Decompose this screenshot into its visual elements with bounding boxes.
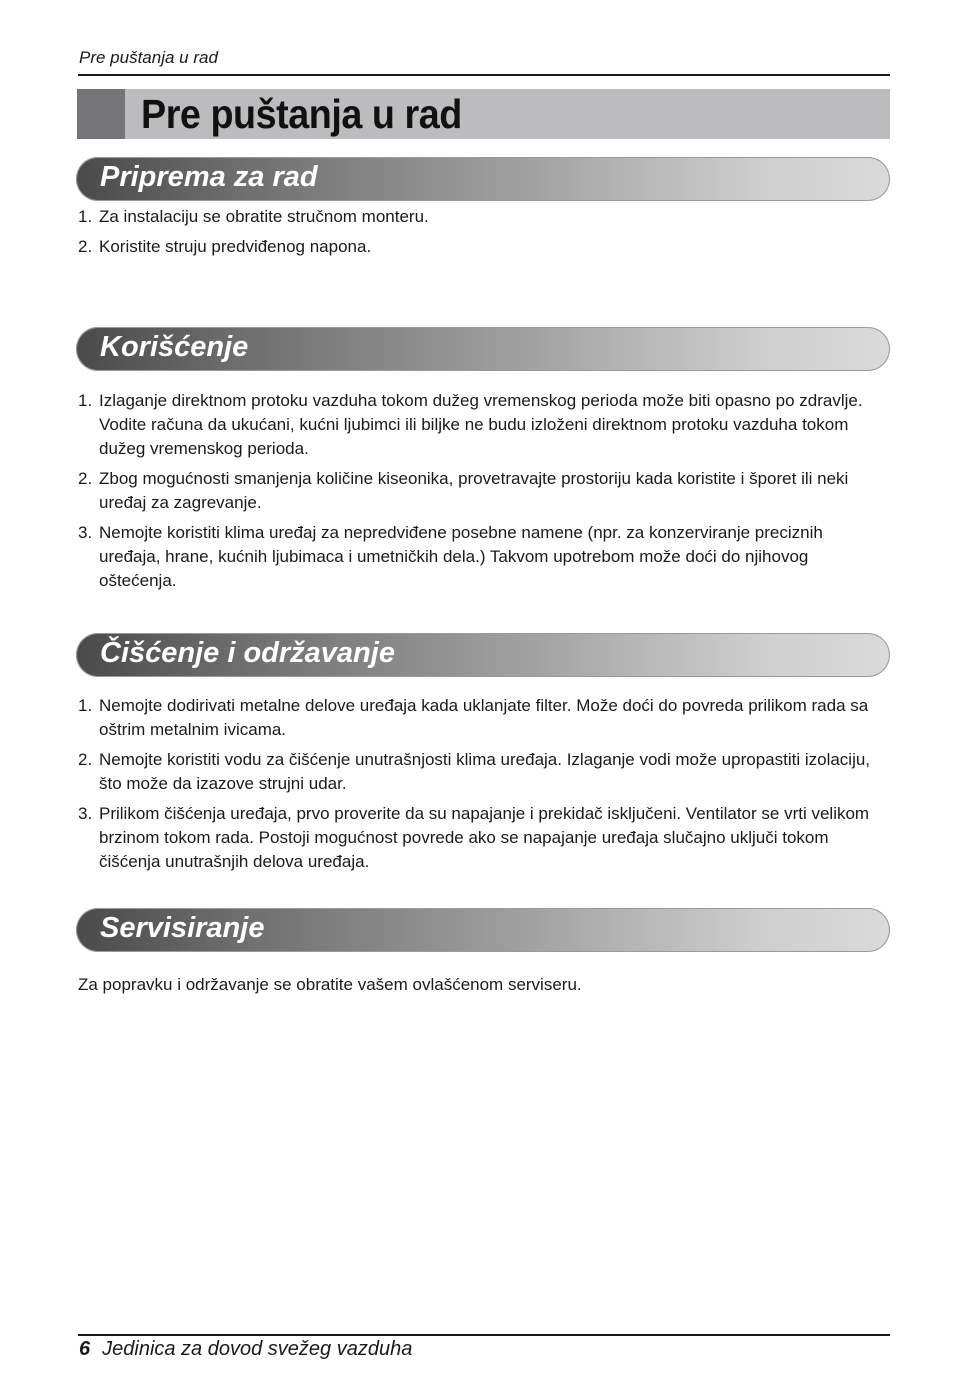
item-text: Nemojte koristiti vodu za čišćenje unutrašnjosti klima uređaja. Izlaganje vodi može upropastiti izolaciju, što može da izazove strujni udar. bbox=[99, 750, 871, 793]
item-number: 3. bbox=[78, 523, 93, 542]
page-title: Pre puštanja u rad bbox=[141, 91, 462, 137]
list-koriscenje bbox=[78, 389, 878, 593]
title-bar bbox=[77, 89, 890, 139]
item-number: 2. bbox=[78, 237, 93, 256]
list-item bbox=[78, 467, 878, 515]
title-accent-block bbox=[77, 89, 125, 139]
footer-rule bbox=[78, 1334, 890, 1336]
item-text: Prilikom čišćenja uređaja, prvo proverite da su napajanje i prekidač isključeni. Ventilator se vrti velikom brzinom tokom rada. Postoji mogućnost povrede ako se napajanje uređaja slučajno uključi tokom čišćenja unutrašnjih delova uređaja. bbox=[99, 804, 870, 871]
list-item bbox=[78, 235, 878, 259]
list-item bbox=[78, 205, 878, 229]
header-rule bbox=[78, 74, 890, 76]
item-number: 2. bbox=[78, 469, 93, 488]
section-heading: Servisiranje bbox=[100, 912, 265, 944]
list-item bbox=[78, 748, 878, 796]
list-item bbox=[78, 389, 878, 461]
item-text: Nemojte dodirivati metalne delove uređaja kada uklanjate filter. Može doći do povreda prilikom rada sa oštrim metalnim ivicama. bbox=[99, 696, 869, 739]
list-item bbox=[78, 521, 878, 593]
section-heading: Čišćenje i održavanje bbox=[100, 637, 395, 669]
item-text: Zbog mogućnosti smanjenja količine kiseonika, provetravajte prostoriju kada koristite i šporet ili neki uređaj za zagrevanje. bbox=[99, 469, 849, 512]
section-header-ciscenje bbox=[76, 633, 890, 677]
item-text: Izlaganje direktnom protoku vazduha tokom dužeg vremenskog perioda može biti opasno po zdravlje. Vodite računa da ukućani, kućni ljubimci ili biljke ne budu izloženi direktnom protoku vazduha tokom dužeg vremenskog perioda. bbox=[99, 391, 863, 458]
item-number: 3. bbox=[78, 804, 93, 823]
list-priprema bbox=[78, 205, 878, 259]
item-number: 1. bbox=[78, 391, 93, 410]
page-number: 6 bbox=[79, 1338, 91, 1360]
item-number: 1. bbox=[78, 207, 93, 226]
list-ciscenje bbox=[78, 694, 878, 874]
section-header-servisiranje bbox=[76, 908, 890, 952]
section-header-priprema bbox=[76, 157, 890, 201]
section-header-koriscenje bbox=[76, 327, 890, 371]
item-text: Koristite struju predviđenog napona. bbox=[99, 237, 372, 256]
section-heading: Korišćenje bbox=[100, 331, 249, 363]
section-heading: Priprema za rad bbox=[100, 161, 318, 193]
list-item bbox=[78, 802, 878, 874]
servisiranje-paragraph: Za popravku i održavanje se obratite vašem ovlašćenom serviseru. bbox=[78, 975, 582, 994]
item-text: Za instalaciju se obratite stručnom monteru. bbox=[99, 207, 429, 226]
list-item bbox=[78, 694, 878, 742]
footer bbox=[79, 1338, 412, 1361]
running-header: Pre puštanja u rad bbox=[79, 48, 218, 67]
item-number: 2. bbox=[78, 750, 93, 769]
footer-text: Jedinica za dovod svežeg vazduha bbox=[102, 1338, 413, 1360]
item-text: Nemojte koristiti klima uređaj za nepredviđene posebne namene (npr. za konzerviranje preciznih uređaja, hrane, kućnih ljubimaca i umetničkih dela.) Takvom upotrebom može doći do njihovog oštećenja. bbox=[99, 523, 823, 590]
item-number: 1. bbox=[78, 696, 93, 715]
